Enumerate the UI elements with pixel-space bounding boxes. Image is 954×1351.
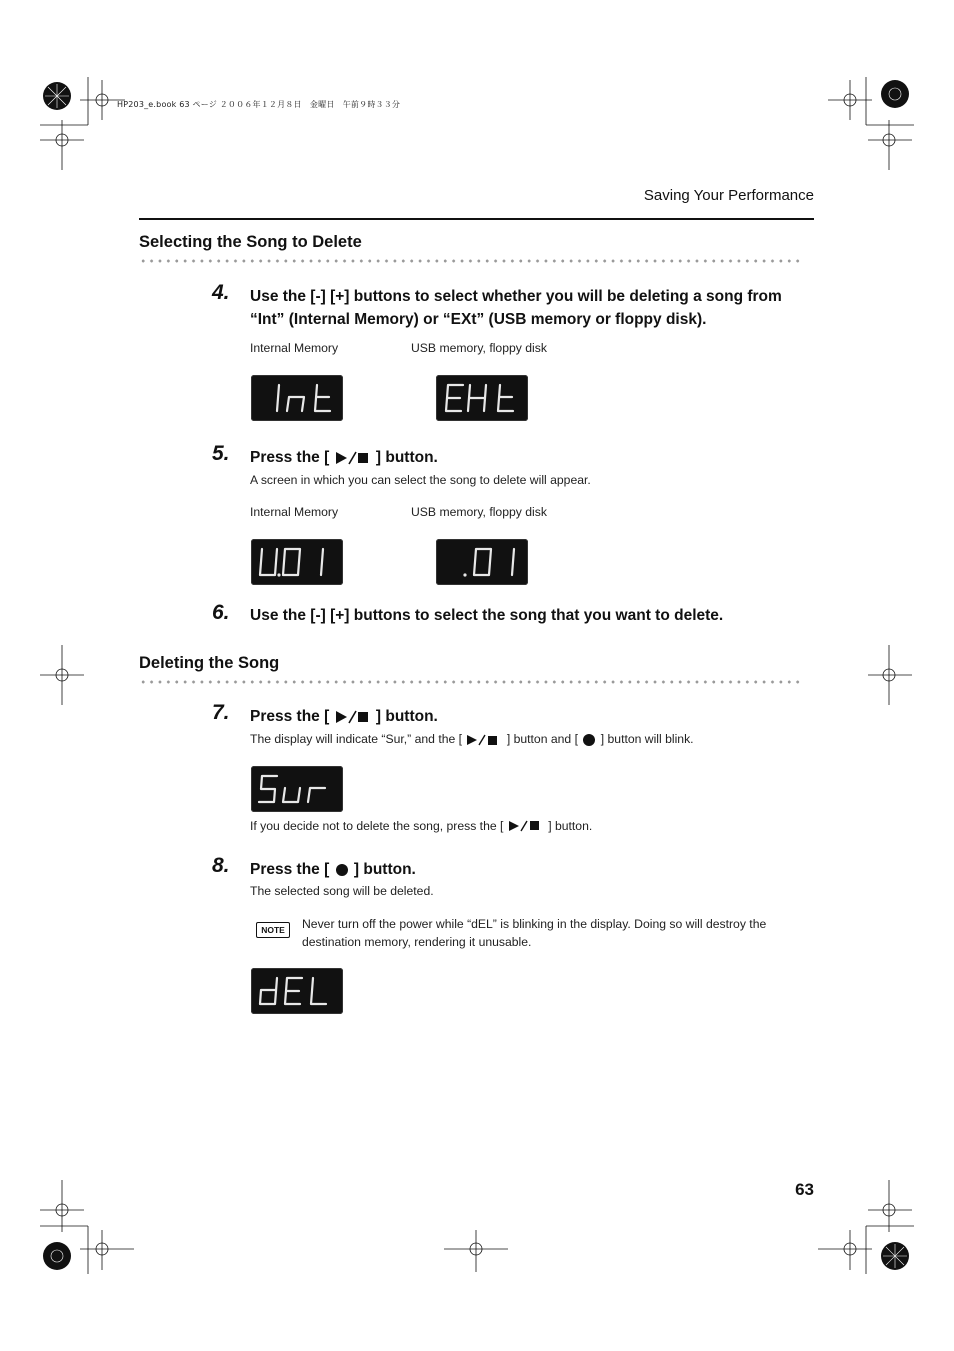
step-7-cancel-note: [250, 819, 592, 834]
lcd-display-int: [251, 375, 343, 421]
lcd-display-u01: [251, 539, 343, 585]
step-8-text-post: ] button.: [353, 861, 416, 878]
step-7-desc-mid: ] button and [: [506, 732, 578, 746]
step-4-text: Use the [-] [+] buttons to select whether you will be deleting a song from “Int” (Internal Memory) or “EXt” (USB memory or floppy disk).: [250, 288, 782, 328]
caption-internal-1: Internal Memory: [250, 341, 339, 355]
step-8-description: The selected song will be deleted.: [250, 884, 434, 898]
play-stop-icon: [507, 820, 545, 834]
step-6-text: Use the [-] [+] buttons to select the song that you want to delete.: [250, 607, 724, 624]
step-number-5: 5.: [212, 442, 230, 465]
cancel-pre: If you decide not to delete the song, press the [: [250, 819, 504, 833]
record-icon: [334, 863, 350, 877]
step-5-text-pre: Press the [: [250, 449, 330, 466]
step-7-text: [250, 705, 810, 728]
dotted-divider: [139, 259, 803, 263]
step-7-text-pre: Press the [: [250, 708, 330, 725]
lcd-display-del: [251, 968, 343, 1014]
section-title-delete: Deleting the Song: [139, 654, 280, 672]
step-7-desc-pre: The display will indicate “Sur,” and the [: [250, 732, 463, 746]
record-icon: [581, 733, 597, 747]
lcd-sur-glyphs: [251, 766, 343, 812]
step-5-text-post: ] button.: [375, 449, 438, 466]
play-stop-icon: [334, 451, 372, 465]
cancel-post: ] button.: [548, 819, 593, 833]
lcd-display-01: [436, 539, 528, 585]
step-7-description: [250, 732, 694, 747]
note-badge: NOTE: [256, 922, 290, 938]
lcd-01-glyphs: [436, 539, 528, 585]
play-stop-icon: [465, 733, 503, 747]
play-stop-icon: [334, 710, 372, 724]
dotted-divider: [139, 680, 803, 684]
lcd-display-sur: [251, 766, 343, 812]
step-7-desc-post: ] button will blink.: [600, 732, 694, 746]
step-8-text-pre: Press the [: [250, 861, 330, 878]
caption-usb-1: USB memory, floppy disk: [411, 341, 547, 355]
step-8-text: [250, 858, 810, 881]
step-5-text: [250, 446, 810, 469]
running-head: Saving Your Performance: [643, 187, 814, 204]
section-title-select: Selecting the Song to Delete: [139, 233, 362, 251]
caption-usb-2: USB memory, floppy disk: [411, 505, 547, 519]
header-rule: [139, 218, 814, 220]
step-number-7: 7.: [212, 701, 230, 724]
step-5-description: A screen in which you can select the song to delete will appear.: [250, 473, 591, 487]
lcd-display-ext: [436, 375, 528, 421]
lcd-del-glyphs: [251, 968, 343, 1014]
step-number-8: 8.: [212, 854, 230, 877]
lcd-u01-glyphs: [251, 539, 343, 585]
file-header: HP203_e.book 63 ページ ２００６年１２月８日 金曜日 午前９時３３分: [117, 100, 401, 109]
lcd-ext-glyphs: [436, 375, 528, 421]
note-text: Never turn off the power while “dEL” is blinking in the display. Doing so will destroy the destination memory, rendering it unusable.: [302, 917, 767, 949]
caption-internal-2: Internal Memory: [250, 505, 339, 519]
step-number-6: 6.: [212, 601, 230, 624]
step-number-4: 4.: [212, 281, 230, 304]
lcd-int-glyphs: [251, 375, 343, 421]
page-number: 63: [795, 1180, 814, 1199]
step-7-text-post: ] button.: [375, 708, 438, 725]
